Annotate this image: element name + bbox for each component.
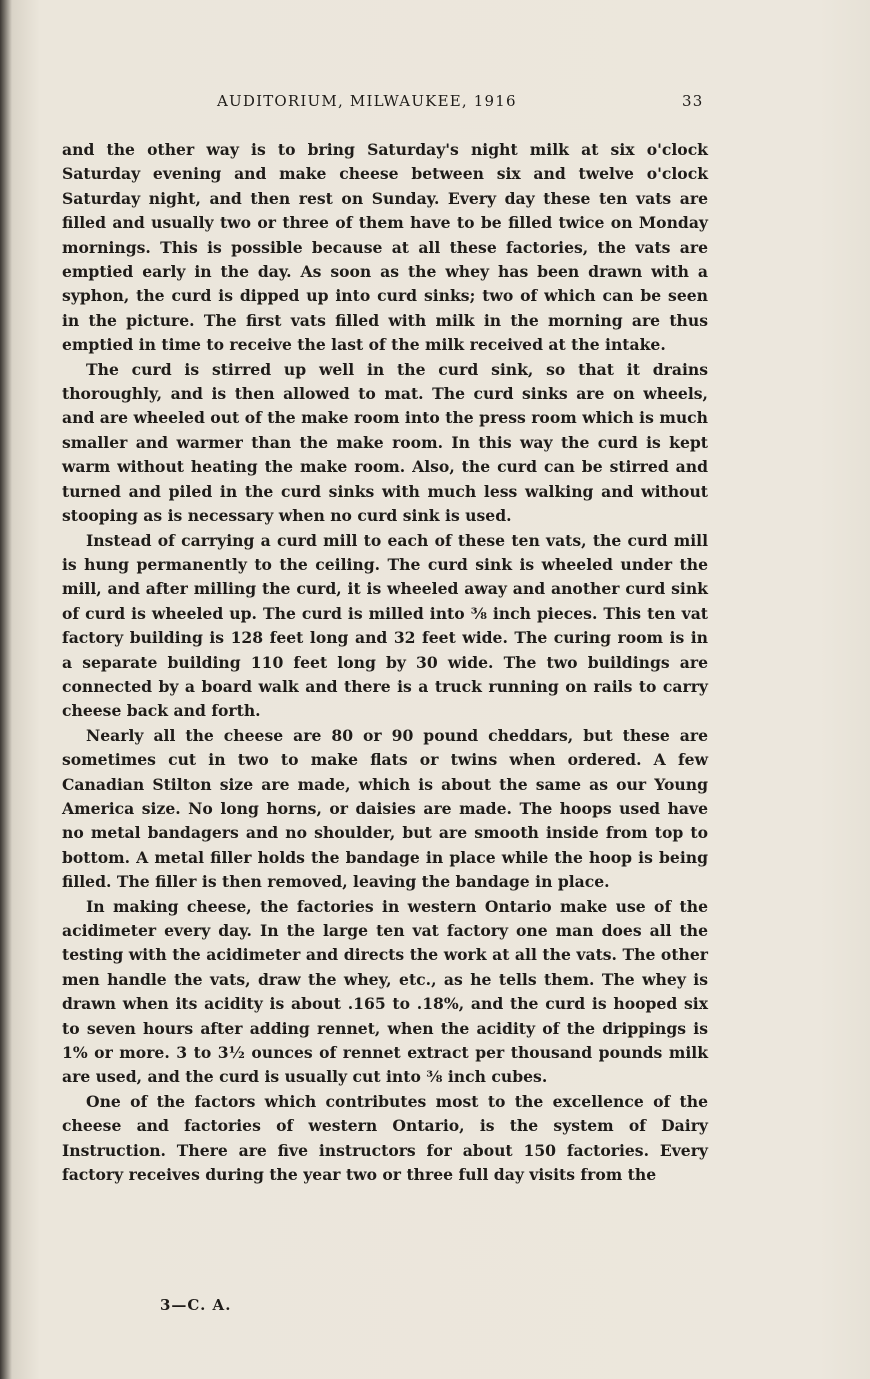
running-header bbox=[0, 92, 870, 116]
paragraph: and the other way is to bring Saturday's night milk at six o'clock Saturday evening and make cheese between six and twelve o'clock Saturday night, and then rest on Sunday. Every day these ten vats are filled and usually two or three of them have to be filled twice on Monday mornings. This is possible because at all these factories, the vats are emptied early in the day. As soon as the whey has been drawn with a syphon, the curd is dipped up into curd sinks; two of which can be seen in the picture. The first vats filled with milk in the morning are thus emptied in time to receive the last of the milk received at the intake. bbox=[62, 140, 708, 355]
paragraph: Instead of carrying a curd mill to each of these ten vats, the curd mill is hung permanently to the ceiling. The curd sink is wheeled under the mill, and after milling the curd, it is wheeled away and another curd sink of curd is wheeled up. The curd is milled into ⅜ inch pieces. This ten vat factory building is 128 feet long and 32 feet wide. The curing room is in a separate building 110 feet long by 30 wide. The two buildings are connected by a board walk and there is a truck running on rails to carry cheese back and forth. bbox=[62, 530, 708, 721]
paragraph: The curd is stirred up well in the curd sink, so that it drains thoroughly, and is then allowed to mat. The curd sinks are on wheels, and are wheeled out of the make room into the press room which is much smaller and warmer than the make room. In this way the curd is kept warm without heating the make room. Also, the curd can be stirred and turned and piled in the curd sinks with much less walking and without stooping as is necessary when no curd sink is used. bbox=[62, 359, 708, 526]
page-number: 33 bbox=[682, 92, 704, 110]
paragraph: Nearly all the cheese are 80 or 90 pound cheddars, but these are sometimes cut in two to make flats or twins when ordered. A few Canadian Stilton size are made, which is about the same as our Young America size. No long horns, or daisies are made. The hoops used have no metal bandagers and no shoulder, but are smooth inside from top to bottom. A metal filler holds the bandage in place while the hoop is being filled. The filler is then removed, leaving the bandage in place. bbox=[62, 725, 708, 892]
signature-mark: 3—C. A. bbox=[160, 1296, 232, 1314]
paragraph: In making cheese, the factories in western Ontario make use of the acidimeter every day. In the large ten vat factory one man does all the testing with the acidimeter and directs the work at all the vats. The other men handle the vats, draw the whey, etc., as he tells them. The whey is drawn when its acidity is about .165 to .18%, and the curd is hooped six to seven hours after adding rennet, when the acidity of the drippings is 1% or more. 3 to 3½ ounces of rennet extract per thousand pounds milk are used, and the curd is usually cut into ⅜ inch cubes. bbox=[62, 896, 708, 1087]
header-title: AUDITORIUM, MILWAUKEE, 1916 bbox=[217, 92, 517, 110]
paragraph: One of the factors which contributes most to the excellence of the cheese and factories of western Ontario, is the system of Dairy Instruction. There are five instructors for about 150 factories. Every factory receives during the year two or three full day visits from the bbox=[62, 1091, 708, 1185]
body-text bbox=[62, 138, 708, 1187]
